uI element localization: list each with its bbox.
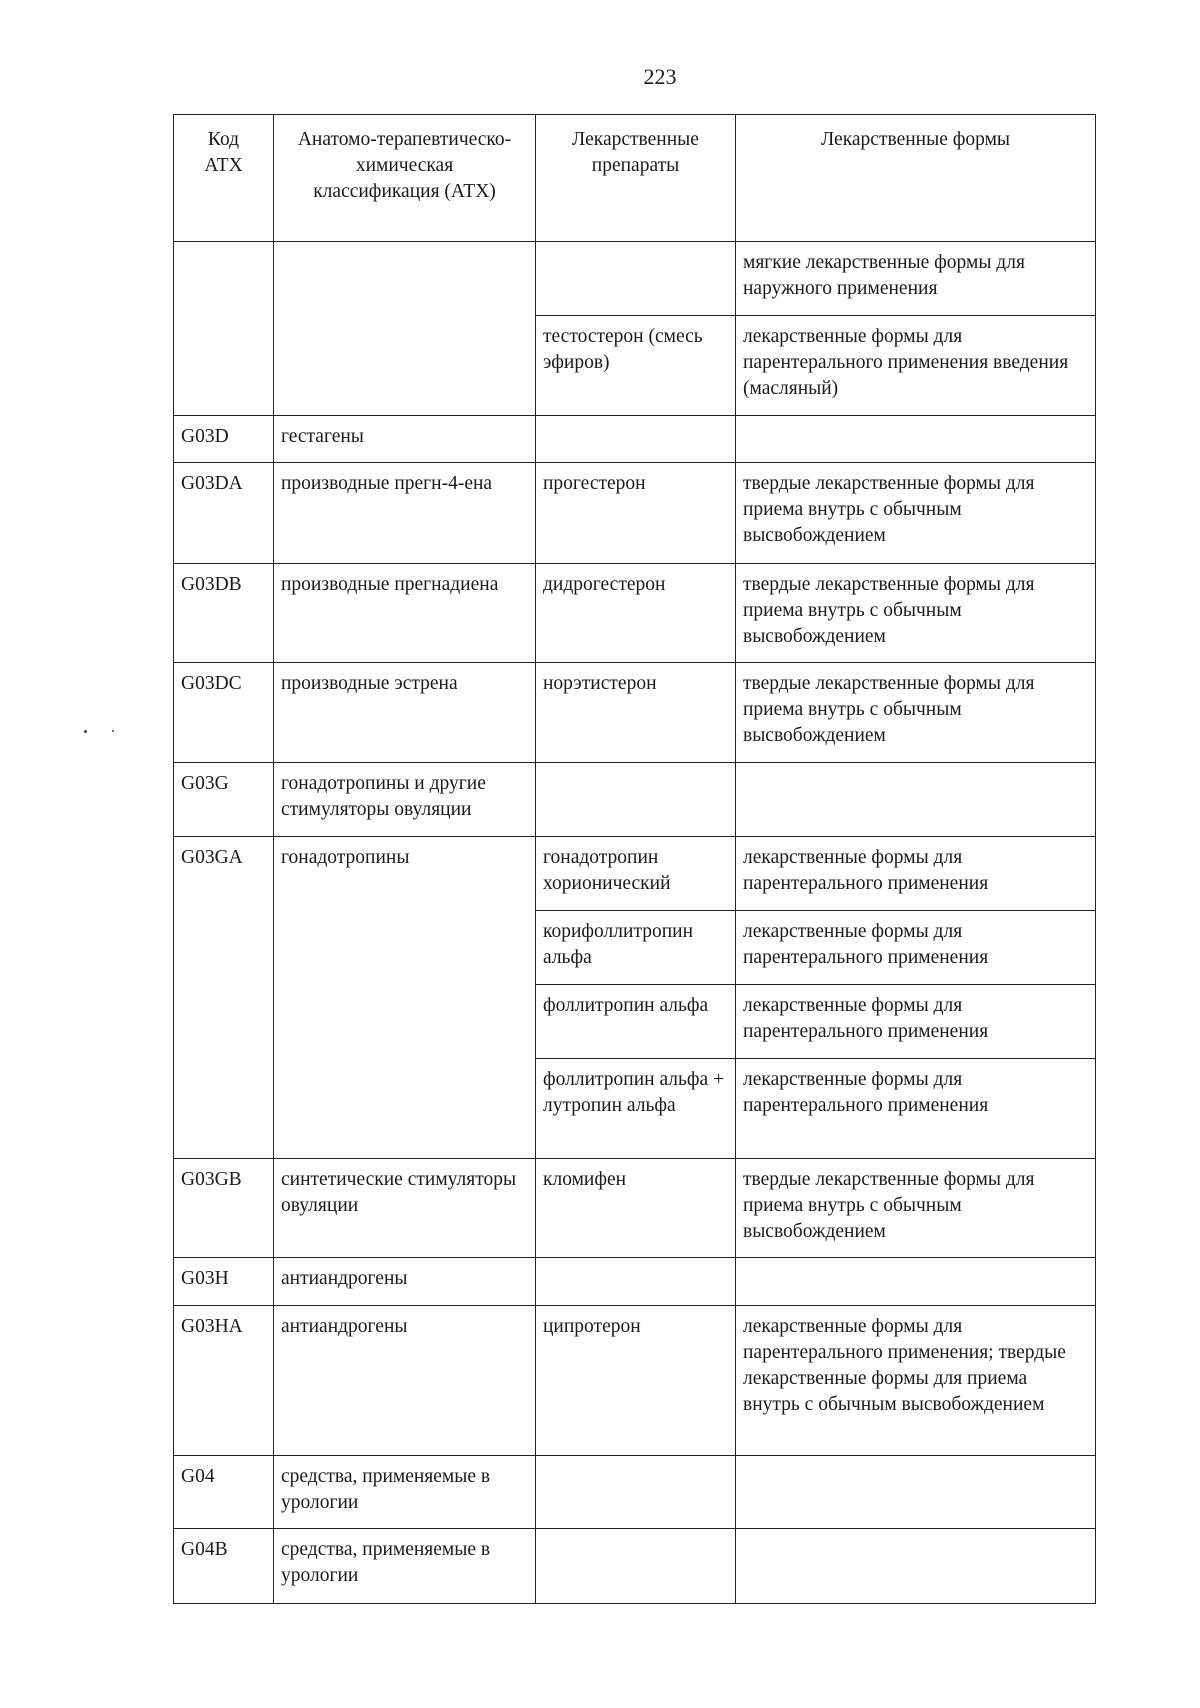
form-cell [736, 763, 1096, 837]
drug-cell: гонадотропин хорионический [536, 837, 736, 911]
code-cell: G03DC [174, 663, 274, 763]
form-cell: твердые лекарственные формы для приема внутрь с обычным высвобождением [736, 1159, 1096, 1258]
atx-table [173, 114, 1096, 1604]
table-header-row [174, 115, 1096, 242]
drug-cell: кломифен [536, 1159, 736, 1258]
table-row [174, 1258, 1096, 1306]
table-row [174, 416, 1096, 463]
form-cell [736, 416, 1096, 463]
table-row [174, 1306, 1096, 1456]
drug-cell: фоллитропин альфа + лутропин альфа [536, 1059, 736, 1159]
table-row [174, 663, 1096, 763]
scan-speck [112, 730, 114, 732]
code-cell: G03D [174, 416, 274, 463]
code-cell: G03GB [174, 1159, 274, 1258]
form-cell: твердые лекарственные формы для приема внутрь с обычным высвобождением [736, 564, 1096, 663]
table-row [174, 242, 1096, 316]
page-number: 223 [643, 64, 677, 89]
code-cell: G03H [174, 1258, 274, 1306]
form-cell: твердые лекарственные формы для приема внутрь с обычным высвобождением [736, 463, 1096, 564]
form-cell: лекарственные формы для парентерального применения [736, 911, 1096, 985]
drug-cell [536, 763, 736, 837]
drug-cell: тестостерон (смесь эфиров) [536, 316, 736, 416]
table-row [174, 837, 1096, 911]
table-row [174, 1456, 1096, 1529]
code-cell: G03G [174, 763, 274, 837]
code-cell: G04B [174, 1529, 274, 1604]
header-code: Код АТХ [174, 115, 274, 242]
form-cell [736, 1456, 1096, 1529]
table-row [174, 763, 1096, 837]
drug-cell: фоллитропин альфа [536, 985, 736, 1059]
header-classification: Анатомо-терапевтическо-химическая классификация (АТХ) [274, 115, 536, 242]
classification-cell: производные прегнадиена [274, 564, 536, 663]
drug-cell [536, 1456, 736, 1529]
classification-cell [274, 242, 536, 416]
code-cell: G03HA [174, 1306, 274, 1456]
form-cell [736, 1258, 1096, 1306]
classification-cell: производные эстрена [274, 663, 536, 763]
table-row [174, 1159, 1096, 1258]
form-cell: твердые лекарственные формы для приема внутрь с обычным высвобождением [736, 663, 1096, 763]
classification-cell: гонадотропины [274, 837, 536, 1159]
code-cell: G03GA [174, 837, 274, 1159]
drug-cell: норэтистерон [536, 663, 736, 763]
classification-cell: антиандрогены [274, 1258, 536, 1306]
header-drugs: Лекарственные препараты [536, 115, 736, 242]
code-cell: G03DB [174, 564, 274, 663]
table-row [174, 463, 1096, 564]
classification-cell: синтетические стимуляторы овуляции [274, 1159, 536, 1258]
classification-cell: средства, применяемые в урологии [274, 1456, 536, 1529]
drug-cell: дидрогестерон [536, 564, 736, 663]
drug-cell: ципротерон [536, 1306, 736, 1456]
code-cell [174, 242, 274, 416]
form-cell: лекарственные формы для парентерального применения [736, 837, 1096, 911]
drug-cell [536, 1258, 736, 1306]
drug-cell [536, 416, 736, 463]
form-cell: лекарственные формы для парентерального применения [736, 985, 1096, 1059]
form-cell: лекарственные формы для парентерального применения [736, 1059, 1096, 1159]
header-forms: Лекарственные формы [736, 115, 1096, 242]
classification-cell: антиандрогены [274, 1306, 536, 1456]
form-cell: лекарственные формы для парентерального применения введения (масляный) [736, 316, 1096, 416]
form-cell: лекарственные формы для парентерального применения; твердые лекарственные формы для приема внутрь с обычным высвобождением [736, 1306, 1096, 1456]
drug-cell [536, 242, 736, 316]
table-row [174, 564, 1096, 663]
table-row [174, 1529, 1096, 1604]
code-cell: G03DA [174, 463, 274, 564]
classification-cell: средства, применяемые в урологии [274, 1529, 536, 1604]
classification-cell: производные прегн-4-ена [274, 463, 536, 564]
drug-cell: прогестерон [536, 463, 736, 564]
drug-cell: корифоллитропин альфа [536, 911, 736, 985]
form-cell [736, 1529, 1096, 1604]
code-cell: G04 [174, 1456, 274, 1529]
scan-speck [84, 730, 87, 733]
classification-cell: гонадотропины и другие стимуляторы овуляции [274, 763, 536, 837]
form-cell: мягкие лекарственные формы для наружного применения [736, 242, 1096, 316]
classification-cell: гестагены [274, 416, 536, 463]
drug-cell [536, 1529, 736, 1604]
